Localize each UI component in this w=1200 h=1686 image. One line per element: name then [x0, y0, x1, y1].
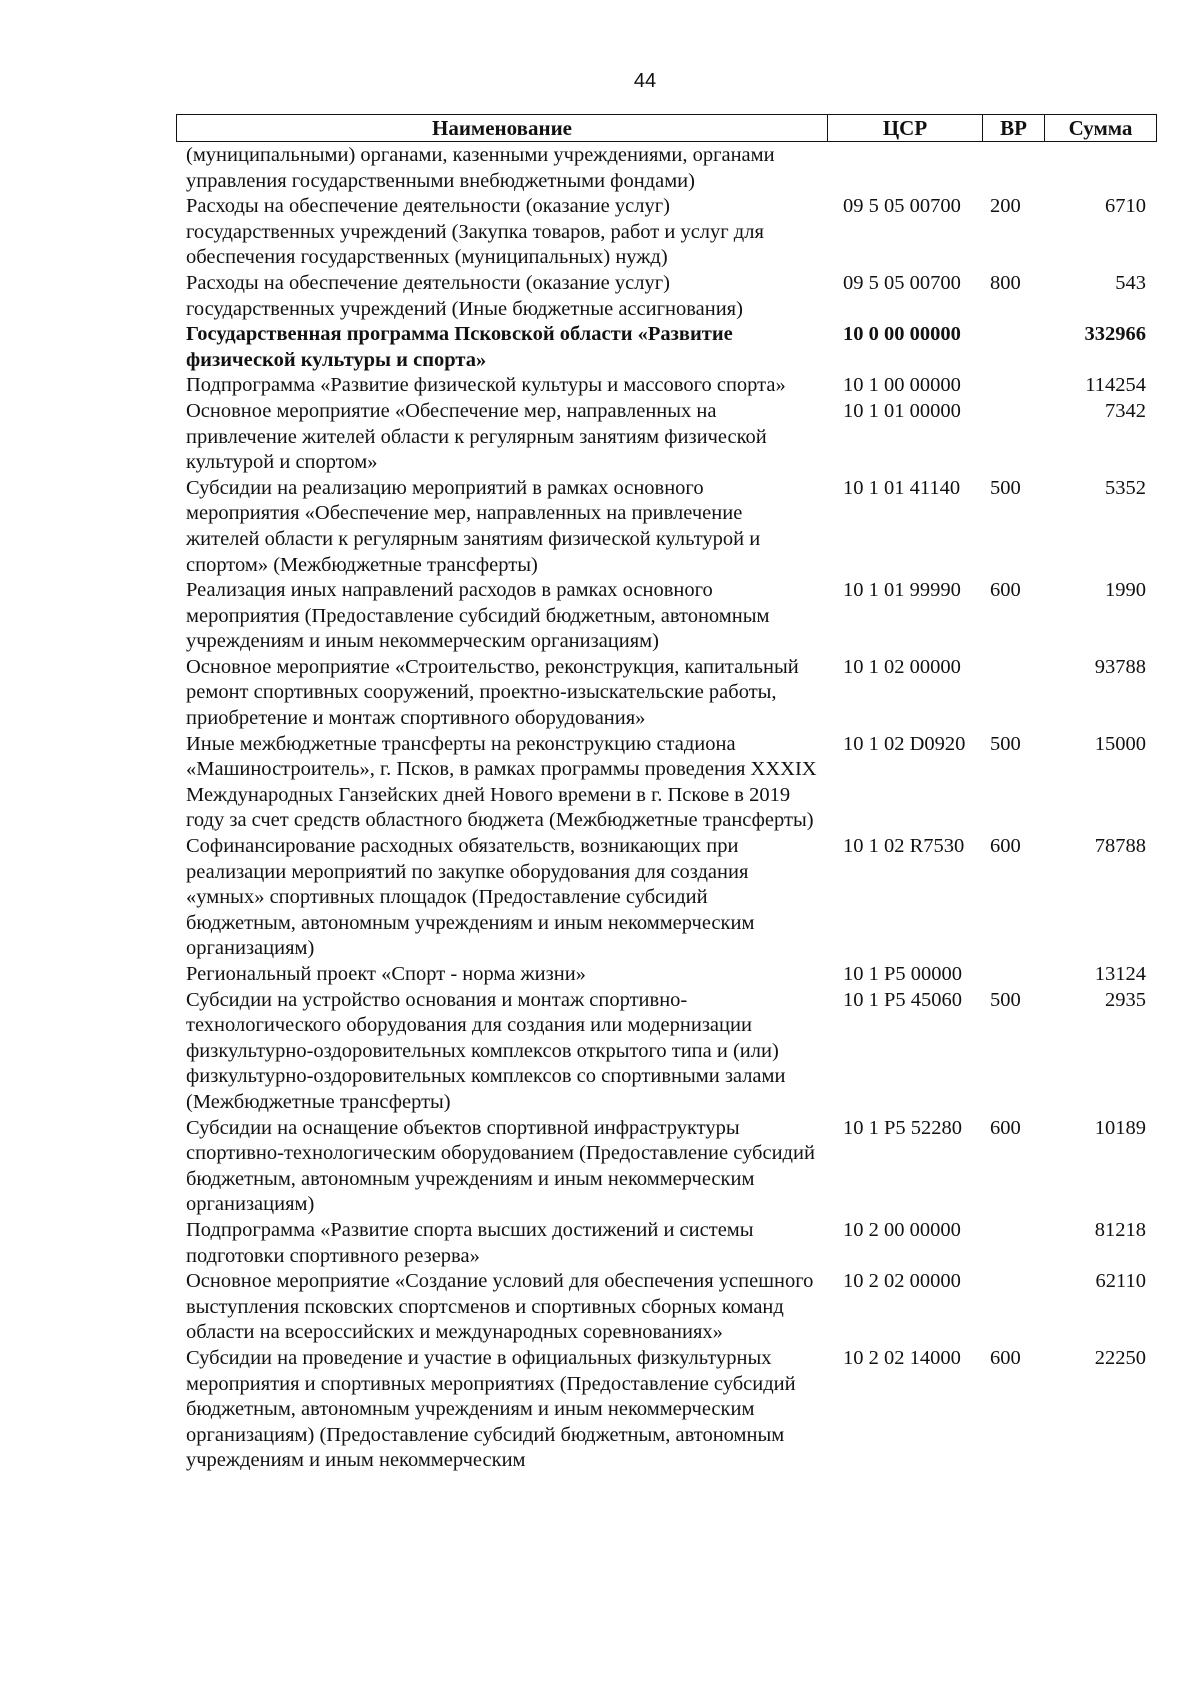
table-row: [176, 399, 1156, 476]
cell-sum: 78788: [1094, 835, 1146, 858]
cell-sum: 15000: [1094, 732, 1146, 755]
table-row: [176, 578, 1156, 655]
cell-name: Субсидии на реализацию мероприятий в рамках основного мероприятия «Обеспечение мер, направленных на привлечение жителей области к регулярным занятиям физической культурой и спортом» (Межбюджетные трансферты): [186, 476, 761, 576]
cell-sum: 114254: [1085, 374, 1146, 397]
cell-vr: [982, 322, 1044, 373]
cell-csr: 10 2 02 00000: [843, 1270, 961, 1293]
cell-name: Софинансирование расходных обязательств, возникающих при реализации мероприятий по закупке оборудования для создания «умных» спортивных площадок (Предоставление субсидий бюджетным, автономным учреждениям и иным некоммерческим организациям): [186, 835, 755, 960]
cell-vr: 600: [990, 579, 1021, 602]
table-header: [176, 114, 1157, 142]
table-row: [176, 834, 1156, 962]
table-row: [176, 271, 1156, 322]
cell-vr: [982, 1269, 1044, 1346]
cell-csr: 10 0 00 00000: [843, 323, 961, 346]
cell-csr: 10 1 01 99990: [843, 579, 961, 602]
column-header-sum: Сумма: [1045, 115, 1157, 142]
cell-csr: 10 1 02 R7530: [843, 835, 965, 858]
table-row: [176, 1269, 1156, 1346]
table-row: [176, 194, 1156, 271]
table-row: [176, 143, 1156, 194]
cell-sum: 22250: [1094, 1346, 1146, 1369]
cell-sum: 332966: [1084, 323, 1146, 346]
cell-name: Основное мероприятие «Обеспечение мер, направленных на привлечение жителей области к регулярным занятиям физической культурой и спортом»: [186, 399, 767, 474]
cell-vr: 500: [990, 476, 1021, 499]
cell-sum: 10189: [1094, 1116, 1146, 1139]
cell-vr: [982, 1218, 1044, 1269]
table-row: [176, 373, 1156, 399]
cell-sum: 543: [1115, 271, 1146, 294]
cell-name: Расходы на обеспечение деятельности (оказание услуг) государственных учреждений (Иные бюджетные ассигнования): [186, 271, 743, 320]
cell-vr: 800: [990, 271, 1021, 294]
table-row: [176, 1116, 1156, 1218]
cell-sum: 2935: [1105, 988, 1146, 1011]
cell-vr: 600: [990, 1346, 1021, 1369]
cell-sum: 13124: [1094, 963, 1146, 985]
cell-vr: 600: [990, 835, 1021, 858]
table-row: [176, 988, 1156, 1116]
cell-csr: 09 5 05 00700: [843, 271, 961, 294]
cell-name: Подпрограмма «Развитие физической культуры и массового спорта»: [186, 374, 786, 397]
table-row: [176, 962, 1156, 988]
cell-vr: [982, 373, 1044, 399]
table-row: [176, 732, 1156, 834]
cell-vr: 200: [990, 195, 1021, 218]
cell-sum: 7342: [1105, 399, 1146, 422]
cell-csr: 10 1 P5 52280: [843, 1116, 963, 1139]
cell-name: Реализация иных направлений расходов в рамках основного мероприятия (Предоставление субсидий бюджетным, автономным учреждениям и иным некоммерческим организациям): [186, 579, 770, 653]
cell-vr: [982, 655, 1044, 732]
table-row: [176, 322, 1156, 373]
column-header-csr: ЦСР: [828, 115, 983, 142]
cell-csr: 10 2 02 14000: [843, 1346, 961, 1369]
cell-sum: 81218: [1094, 1218, 1146, 1241]
column-header-name: Наименование: [177, 115, 828, 142]
table-row: [176, 1346, 1156, 1474]
cell-vr: [982, 962, 1044, 988]
cell-name: Расходы на обеспечение деятельности (оказание услуг) государственных учреждений (Закупка товаров, работ и услуг для обеспечения государственных (муниципальных) нужд): [186, 195, 764, 269]
cell-name: Подпрограмма «Развитие спорта высших достижений и системы подготовки спортивного резерва»: [186, 1218, 754, 1267]
table-body: [176, 143, 1156, 1474]
cell-csr: 10 1 01 41140: [843, 476, 961, 499]
cell-csr: 10 1 P5 45060: [843, 988, 963, 1011]
cell-name: Государственная программа Псковской области «Развитие физической культуры и спорта»: [186, 323, 733, 371]
cell-csr: 09 5 05 00700: [843, 195, 961, 218]
cell-sum: 93788: [1094, 655, 1146, 678]
cell-name: (муниципальными) органами, казенными учреждениями, органами управления государственными внебюджетными фондами): [186, 144, 775, 192]
cell-csr: 10 1 02 00000: [843, 655, 961, 678]
cell-name: Субсидии на проведение и участие в официальных физкультурных мероприятия и спортивных мероприятиях (Предоставление субсидий бюджетным, автономным учреждениям и иным некоммерческим организациям) (Предоставление субсидий бюджетным, автономным учреждениям и иным некоммерческим: [186, 1346, 796, 1472]
cell-csr: 10 1 P5 00000: [843, 963, 963, 985]
cell-sum: 62110: [1095, 1270, 1146, 1293]
cell-name: Основное мероприятие «Создание условий для обеспечения успешного выступления псковских спортсменов и спортивных сборных команд области на всероссийских и международных соревнованиях»: [186, 1270, 814, 1344]
cell-vr: 500: [990, 732, 1021, 755]
cell-csr: [827, 143, 982, 194]
cell-sum: 5352: [1105, 476, 1146, 499]
table-row: [176, 476, 1156, 578]
cell-vr: [982, 399, 1044, 476]
table-row: [176, 1218, 1156, 1269]
cell-sum: 1990: [1105, 579, 1146, 602]
page-number: 44: [633, 70, 657, 92]
cell-csr: 10 2 00 00000: [843, 1218, 961, 1241]
column-header-vr: ВР: [983, 115, 1045, 142]
cell-csr: 10 1 02 D0920: [843, 732, 966, 755]
cell-csr: 10 1 01 00000: [843, 399, 961, 422]
table-row: [176, 655, 1156, 732]
cell-sum: [1044, 143, 1156, 194]
budget-table: [176, 143, 1156, 1474]
cell-csr: 10 1 00 00000: [843, 374, 961, 397]
cell-name: Субсидии на оснащение объектов спортивной инфраструктуры спортивно-технологическим оборудованием (Предоставление субсидий бюджетным, автономным учреждениям и иным некоммерческим организациям): [186, 1116, 815, 1216]
cell-vr: 500: [990, 988, 1021, 1011]
cell-name: Основное мероприятие «Строительство, реконструкция, капитальный ремонт спортивных сооружений, проектно-изыскательские работы, приобретение и монтаж спортивного оборудования»: [186, 655, 799, 730]
cell-name: Региональный проект «Спорт - норма жизни»: [186, 963, 586, 985]
cell-vr: [982, 143, 1044, 194]
cell-sum: 6710: [1105, 195, 1146, 218]
cell-vr: 600: [990, 1116, 1021, 1139]
cell-name: Субсидии на устройство основания и монтаж спортивно-технологического оборудования для создания или модернизации физкультурно-оздоровительных комплексов открытого типа и (или) физкультурно-оздоровительных комплексов со спортивными залами (Межбюджетные трансферты): [186, 988, 786, 1113]
cell-name: Иные межбюджетные трансферты на реконструкцию стадиона «Машиностроитель», г. Псков, в рамках программы проведения XXXIX Международных Ганзейских дней Нового времени в г. Пскове в 2019 году за счет средств областного бюджета (Межбюджетные трансферты): [186, 732, 817, 832]
